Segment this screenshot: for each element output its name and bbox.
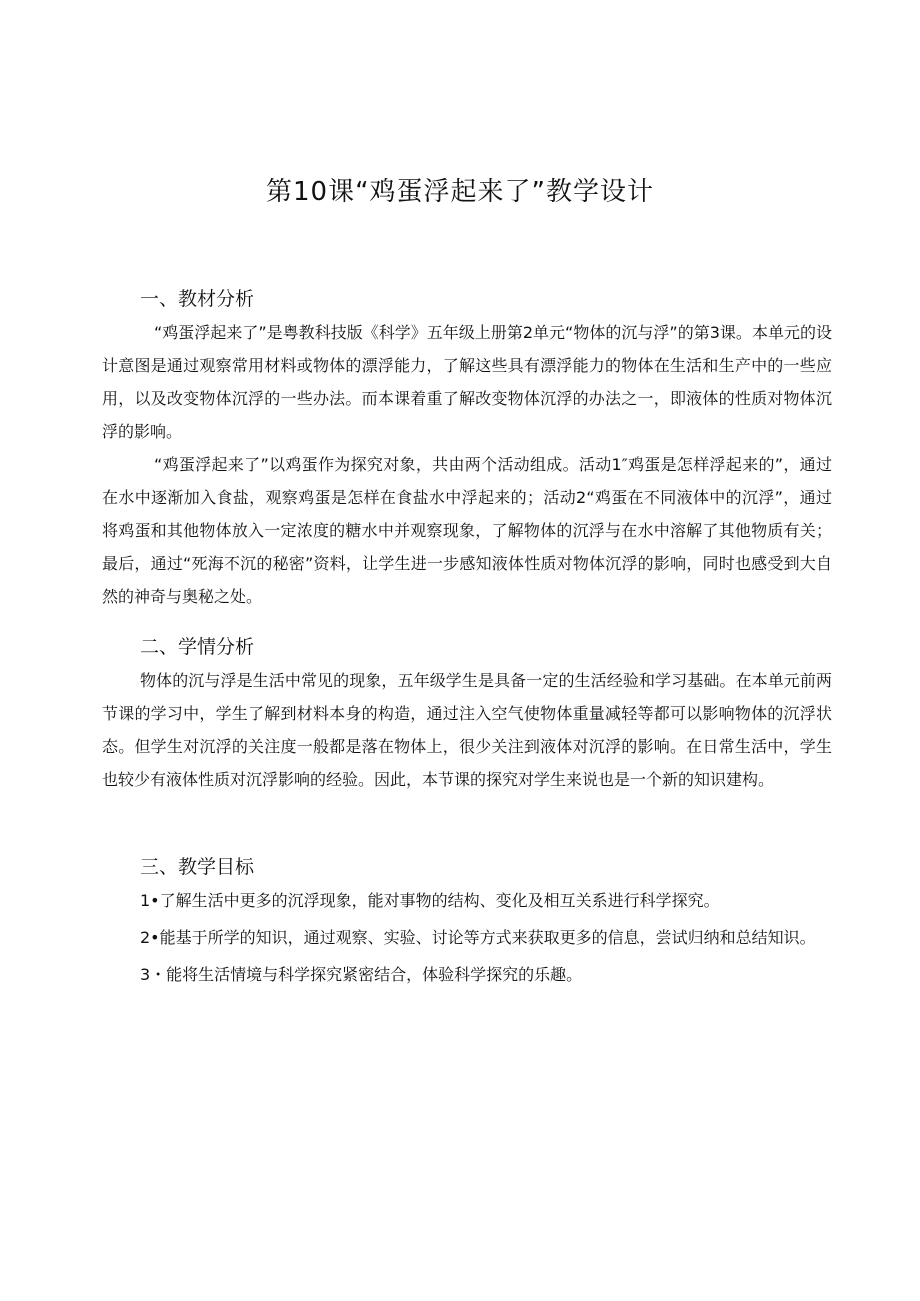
objective-item: 1•了解生活中更多的沉浮现象，能对事物的结构、变化及相互关系进行科学探究。 (140, 891, 720, 910)
section-student-analysis (102, 630, 832, 796)
paragraph: “鸡蛋浮起来了”是粤教科技版《科学》五年级上册第2单元“物体的沉与浮”的第3课。本单元的设计意图是通过观察常用材料或物体的漂浮能力，了解这些具有漂浮能力的物体在生活和生产中的一些应用，以及改变物体沉浮的一些办法。而本课着重了解改变物体沉浮的办法之一，即液体的性质对物体沉浮的影响。 (102, 323, 832, 441)
objective-item: 3・能将生活情境与科学探究紧密结合，体验科学探究的乐趣。 (140, 965, 583, 984)
paragraph: “鸡蛋浮起来了”以鸡蛋作为探究对象，共由两个活动组成。活动1″鸡蛋是怎样浮起来的”，通过在水中逐渐加入食盐，观察鸡蛋是怎样在食盐水中浮起来的；活动2“鸡蛋在不同液体中的沉浮”，通过将鸡蛋和其他物体放入一定浓度的糖水中并观察现象，了解物体的沉浮与在水中溶解了其他物质有关；最后，通过“死海不沉的秘密”资料，让学生进一步感知液体性质对物体沉浮的影响，同时也感受到大自然的神奇与奥秘之处。 (102, 455, 832, 606)
paragraph: 物体的沉与浮是生活中常见的现象，五年级学生是具备一定的生活经验和学习基础。在本单元前两节课的学习中，学生了解到材料本身的构造，通过注入空气使物体重量减轻等都可以影响物体的沉浮状态。但学生对沉浮的关注度一般都是落在物体上，很少关注到液体对沉浮的影响。在日常生活中，学生也较少有液体性质对沉浮影响的经验。因此，本节课的探究对学生来说也是一个新的知识建构。 (102, 671, 832, 789)
section-heading: 一、教材分析 (140, 288, 255, 310)
section-textbook-analysis (102, 282, 832, 613)
section-heading: 三、教学目标 (140, 856, 255, 878)
objective-item: 2•能基于所学的知识，通过观察、实验、讨论等方式来获取更多的信息，尝试归纳和总结知识。 (140, 928, 816, 947)
section-teaching-objectives (102, 850, 832, 995)
document-title: 第10课“鸡蛋浮起来了”教学设计 (265, 177, 655, 207)
section-heading: 二、学情分析 (140, 636, 255, 658)
